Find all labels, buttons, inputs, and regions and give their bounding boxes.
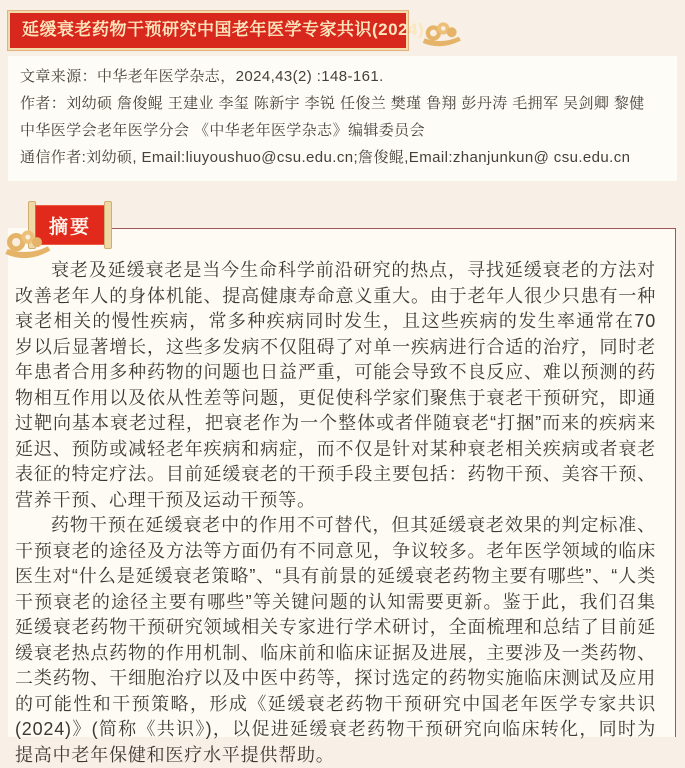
source-line: 文章来源：中华老年医学杂志，2024,43(2) :148-161. xyxy=(20,68,384,85)
abstract-panel-top-border xyxy=(112,228,676,229)
abstract-badge-label: 摘要 xyxy=(48,216,91,238)
abstract-paragraph: 药物干预在延缓衰老中的作用不可替代，但其延缓衰老效果的判定标准、干预衰老的途径及方法等方面仍有不同意见，争议较多。老年医学领域的临床医生对“什么是延缓衰老策略”、“具有前景的延缓衰老药物主要有哪些”、“人类干预衰老的途径主要有哪些”等关键问题的认知需要更新。鉴于此，我们召集延缓衰老药物干预研究领域相关专家进行学术研讨，全面梳理和总结了目前延缓衰老热点药物的作用机制、临床前和临床证据及进展，主要涉及一类药物、二类药物、干细胞治疗以及中医中药等，探讨选定的药物实施临床测试及应用的可能性和干预策略，形成《延缓衰老药物干预研究中国老年医学专家共识(2024)》(简称《共识》)，以促进延缓衰老药物干预研究向临床转化，同时为提高中老年保健和医疗水平提供帮助。 xyxy=(15,515,656,765)
article-title: 延缓衰老药物干预研究中国老年医学专家共识(2024) xyxy=(22,20,425,39)
correspondence-line: 通信作者:刘幼硕, Email:liuyoushuo@csu.edu.cn;詹俊鲲,Email:zhanjunkun@ csu.edu.cn xyxy=(20,149,631,166)
cloud-icon xyxy=(418,17,464,49)
title-banner xyxy=(8,11,425,50)
meta-card xyxy=(8,56,677,181)
abstract-content xyxy=(8,258,670,768)
header xyxy=(8,11,685,50)
abstract-badge xyxy=(28,201,112,249)
abstract-paragraph: 衰老及延缓衰老是当今生命科学前沿研究的热点，寻找延缓衰老的方法对改善老年人的身体机能、提高健康寿命意义重大。由于老年人很少只患有一种衰老相关的慢性疾病，常多种疾病同时发生，且这些疾病的发生率通常在70岁以后显著增长，这些多发病不仅阻碍了对单一疾病进行合适的治疗，同时老年患者合用多种药物的问题也日益严重，可能会导致不良反应、难以预测的药物相互作用以及依从性差等问题，更促使科学家们聚焦于衰老干预研究，即通过靶向基本衰老过程，把衰老作为一个整体或者伴随衰老“打捆”而来的疾病来延迟、预防或减轻老年疾病和病症，而不仅是针对某种衰老相关疾病或者衰老表征的特定疗法。目前延缓衰老的干预手段主要包括：药物干预、美容干预、营养干预、心理干预及运动干预等。 xyxy=(15,260,656,510)
cloud-icon xyxy=(2,225,52,261)
authors-line: 作者：刘幼硕 詹俊鲲 王建业 李玺 陈新宇 李锐 任俊兰 樊瑾 鲁翔 彭丹涛 毛拥军 吴剑卿 黎健 中华医学会老年医学分会 《中华老年医学杂志》编辑委员会 xyxy=(20,95,645,139)
scroll-rod-right-icon xyxy=(104,201,112,249)
